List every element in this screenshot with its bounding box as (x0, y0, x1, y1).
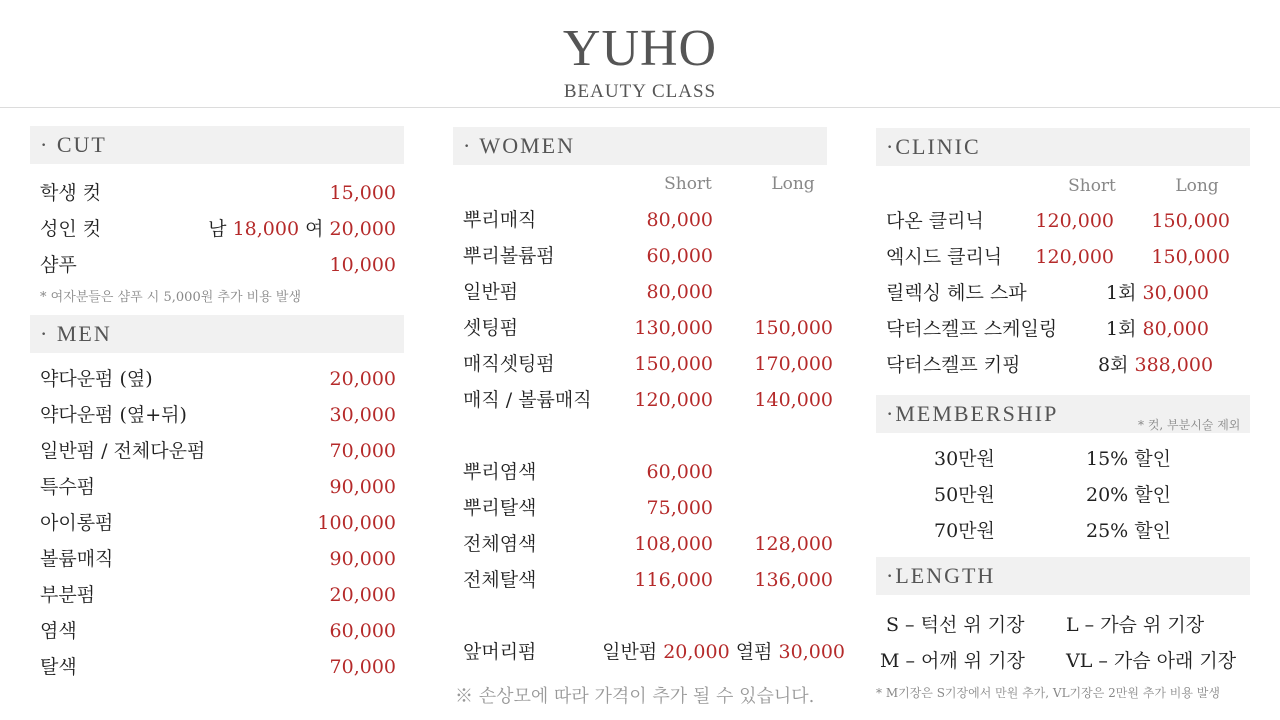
clinic-item-name: 엑시드 클리닉 (886, 246, 1003, 268)
men-item-price: 70,000 (329, 656, 396, 678)
female-label: 여 (305, 218, 324, 240)
men-row (40, 400, 396, 430)
cut-note: * 여자분들은 샴푸 시 5,000원 추가 비용 발생 (40, 290, 302, 305)
clinic-row (886, 206, 1232, 236)
women-price-short: 108,000 (634, 533, 713, 555)
section-title-men: · MEN (30, 315, 404, 353)
men-item-name: 염색 (40, 620, 77, 642)
page-header (0, 0, 1280, 108)
session-price: 30,000 (1142, 282, 1209, 304)
clinic-price-short: 120,000 (1035, 246, 1114, 268)
men-row (40, 436, 396, 466)
men-row (40, 616, 396, 646)
bangs-prices (602, 637, 845, 667)
women-price-long: 170,000 (754, 353, 833, 375)
women-item-name: 매직 / 볼륨매직 (463, 389, 592, 411)
session-count: 1회 (1106, 318, 1137, 340)
membership-discount: 25% 할인 (1086, 520, 1171, 542)
women-price-short: 75,000 (646, 497, 713, 519)
men-item-price: 60,000 (329, 620, 396, 642)
women-col-short: Short (664, 174, 712, 194)
brand-tagline: BEAUTY CLASS (563, 81, 717, 102)
bangs-label-a: 일반펌 (602, 641, 658, 663)
men-item-price: 20,000 (329, 368, 396, 390)
length-note: * M기장은 S기장에서 만원 추가, VL기장은 2만원 추가 비용 발생 (876, 686, 1220, 700)
session-name: 닥터스켈프 스케일링 (886, 318, 1058, 340)
women-item-name: 셋팅펌 (463, 317, 519, 339)
cut-item-price: 15,000 (329, 182, 396, 204)
women-item-name: 전체염색 (463, 533, 537, 555)
men-item-price: 30,000 (329, 404, 396, 426)
session-count: 1회 (1106, 282, 1137, 304)
session-price: 80,000 (1142, 318, 1209, 340)
bangs-price-a: 20,000 (663, 641, 730, 663)
cut-adult-prices (208, 214, 396, 244)
cut-row (40, 178, 396, 208)
women-price-long: 128,000 (754, 533, 833, 555)
women-price-short: 130,000 (634, 317, 713, 339)
women-item-name: 뿌리매직 (463, 209, 537, 231)
bangs-price-b: 30,000 (778, 641, 845, 663)
clinic-col-long: Long (1175, 176, 1219, 196)
membership-amount: 30만원 (934, 448, 995, 470)
women-row (463, 277, 835, 307)
men-item-price: 90,000 (329, 548, 396, 570)
men-item-name: 부분펌 (40, 584, 96, 606)
session-price: 388,000 (1134, 354, 1214, 376)
session-name: 닥터스켈프 키핑 (886, 354, 1021, 376)
women-item-name: 뿌리볼륨펌 (463, 245, 555, 267)
men-item-name: 일반펌 / 전체다운펌 (40, 440, 206, 462)
membership-amount: 50만원 (934, 484, 995, 506)
men-row (40, 544, 396, 574)
length-item: M – 어깨 위 기장 (880, 650, 1025, 672)
women-item-name: 뿌리탈색 (463, 497, 537, 519)
membership-note: * 컷, 부분시술 제외 (1138, 418, 1241, 432)
section-title-women: · WOMEN (453, 127, 827, 165)
women-price-short: 150,000 (634, 353, 713, 375)
women-price-long: 140,000 (754, 389, 833, 411)
women-price-short: 60,000 (646, 461, 713, 483)
clinic-price-long: 150,000 (1151, 210, 1230, 232)
cut-item-name: 성인 컷 (40, 218, 102, 240)
session-price-group (1106, 278, 1209, 308)
women-price-short: 116,000 (634, 569, 713, 591)
session-count: 8회 (1098, 354, 1129, 376)
session-name: 릴렉싱 헤드 스파 (886, 282, 1027, 304)
men-item-name: 볼륨매직 (40, 548, 114, 570)
men-item-price: 20,000 (329, 584, 396, 606)
men-row (40, 580, 396, 610)
men-row (40, 508, 396, 538)
men-row (40, 472, 396, 502)
brand-logo: YUHO (562, 20, 718, 77)
men-row (40, 364, 396, 394)
women-item-name: 전체탈색 (463, 569, 537, 591)
bangs-name: 앞머리펌 (463, 641, 537, 663)
cut-item-price: 10,000 (329, 254, 396, 276)
session-price-group (1098, 350, 1213, 380)
women-price-long: 136,000 (754, 569, 833, 591)
bangs-label-b: 열펌 (735, 641, 773, 663)
clinic-col-short: Short (1068, 176, 1116, 196)
clinic-session-row (886, 278, 1232, 308)
women-row (463, 385, 835, 415)
cut-row (40, 250, 396, 280)
men-row (40, 652, 396, 682)
cut-item-name: 학생 컷 (40, 182, 102, 204)
clinic-price-short: 120,000 (1035, 210, 1114, 232)
men-item-name: 특수펌 (40, 476, 96, 498)
men-item-name: 약다운펌 (옆+뒤) (40, 404, 187, 426)
women-col-long: Long (771, 174, 815, 194)
session-price-group (1106, 314, 1209, 344)
length-item: S – 턱선 위 기장 (886, 614, 1025, 636)
women-row (463, 529, 835, 559)
men-item-name: 탈색 (40, 656, 77, 678)
women-price-short: 60,000 (646, 245, 713, 267)
male-label: 남 (208, 218, 227, 240)
cut-row (40, 214, 396, 244)
membership-discount: 15% 할인 (1086, 448, 1171, 470)
clinic-session-row (886, 314, 1232, 344)
women-row (463, 205, 835, 235)
damage-note: ※ 손상모에 따라 가격이 추가 될 수 있습니다. (455, 686, 815, 707)
membership-row (886, 480, 1232, 510)
cut-item-name: 샴푸 (40, 254, 77, 276)
women-row (463, 241, 835, 271)
women-row (463, 457, 835, 487)
clinic-item-name: 다온 클리닉 (886, 210, 984, 232)
length-item: VL – 가슴 아래 기장 (1066, 650, 1237, 672)
length-item: L – 가슴 위 기장 (1066, 614, 1205, 636)
women-row (463, 313, 835, 343)
male-price: 18,000 (232, 218, 300, 240)
clinic-session-row (886, 350, 1232, 380)
membership-row (886, 444, 1232, 474)
women-row (463, 565, 835, 595)
female-price: 20,000 (329, 218, 396, 240)
bangs-row (463, 637, 845, 667)
men-item-price: 100,000 (317, 512, 396, 534)
membership-amount: 70만원 (934, 520, 995, 542)
women-price-short: 80,000 (646, 209, 713, 231)
section-title-clinic: ·CLINIC (876, 128, 1250, 166)
clinic-price-long: 150,000 (1151, 246, 1230, 268)
membership-discount: 20% 할인 (1086, 484, 1171, 506)
women-price-short: 120,000 (634, 389, 713, 411)
women-item-name: 매직셋팅펌 (463, 353, 555, 375)
section-title-cut: · CUT (30, 126, 404, 164)
section-title-length: ·LENGTH (876, 557, 1250, 595)
men-item-name: 약다운펌 (옆) (40, 368, 153, 390)
women-price-short: 80,000 (646, 281, 713, 303)
women-row (463, 349, 835, 379)
men-item-price: 70,000 (329, 440, 396, 462)
men-item-price: 90,000 (329, 476, 396, 498)
women-row (463, 493, 835, 523)
women-item-name: 뿌리염색 (463, 461, 537, 483)
women-item-name: 일반펌 (463, 281, 519, 303)
clinic-row (886, 242, 1232, 272)
membership-row (886, 516, 1232, 546)
men-item-name: 아이롱펌 (40, 512, 114, 534)
women-price-long: 150,000 (754, 317, 833, 339)
section-title-membership: ·MEMBERSHIP (876, 395, 1250, 433)
